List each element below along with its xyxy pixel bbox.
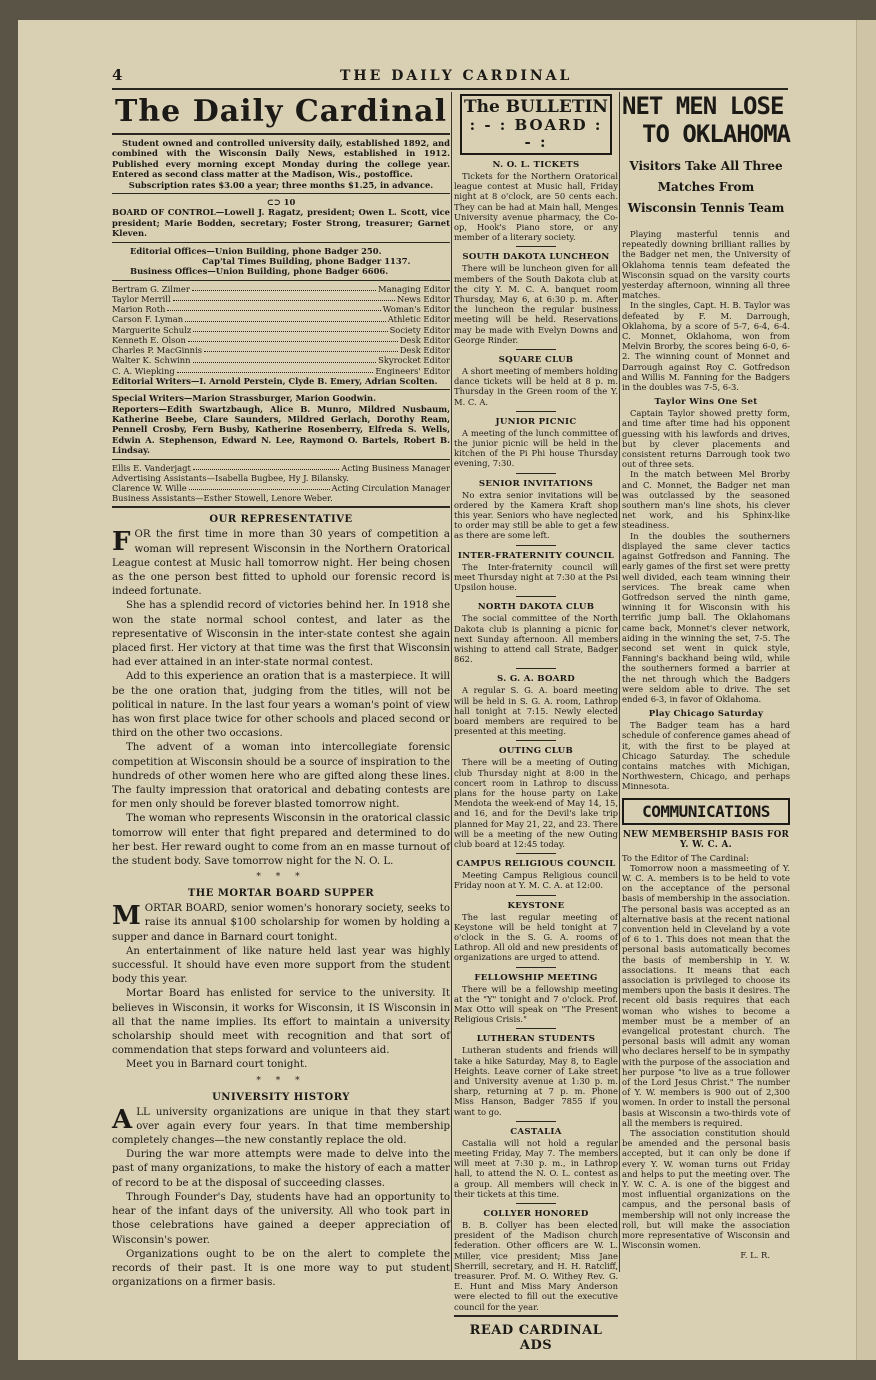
notice-text: A regular S. G. A. board meeting will be held in S. G. A. room, Lathrop hall tonight at 7:15. Newly elected board members are required to be presented at this meeting. [454,685,618,737]
editorial-paragraph: The advent of a woman into intercollegiate forensic competition at Wisconsin should be a source of inspiration to the hundreds of other women here who are gifted along these lines. The faulty impression that oratorical and debating contests are for men only should be forever blasted tomorrow night. [112,742,450,811]
editorial-column [112,92,450,1290]
communication-paragraph: The association constitution should be amended and the personal basis accepted, but it can only be done if every Y. W. woman turns out Friday and helps to put the meeting over. The Y. W. C. A. is one of the biggest and most influential organizations on the campus, and the personal basis of membership will not only increase the roll, but will make the association more representative of Wisconsin and Wisconsin women. [622,1128,790,1251]
editorial-paragraph [112,902,450,945]
paragraph-text: LL university organizations are unique in that they start over again every four years. In that time membership completely changes—the new constantly replace the old. [112,1106,450,1147]
notice-separator [516,668,556,669]
divider [454,1315,618,1317]
paragraph-text: ORTAR BOARD, senior women's honorary society, seeks to raise its annual $100 scholarship for women by holding a supper and dance in Barnard court tonight. [112,903,450,943]
editorial-title: OUR REPRESENTATIVE [209,514,353,526]
bulletin-board-banner [460,94,612,155]
notice-separator [516,473,556,474]
leader-dots [189,483,330,490]
sports-subheading: Play Chicago Saturday [648,709,764,720]
divider [112,506,450,508]
board-of-control: BOARD OF CONTROL—Lowell J. Ragatz, president; Owen L. Scott, vice president; Marie Bodden, secretary; Foster Strong, treasurer; Garnet Kleven. [112,207,450,239]
editorial-paragraph: Mortar Board has enlisted for service to the university. It believes in Wisconsin, it works for Wisconsin, it IS Wisconsin in all that the name implies. Its effort to maintain a university scholarship should meet with recognition and that sort of commendation that steps forward and volunteers aid. [112,988,450,1057]
notice-title: NORTH DAKOTA CLUB [477,602,595,613]
notice-title: OUTING CLUB [498,746,574,757]
page-number: 4 [112,66,123,84]
notice-separator [516,349,556,350]
drop-cap: A [112,1104,133,1135]
staff-role: Skyrocket Editor [378,355,450,366]
leader-dots [185,314,386,321]
running-head: THE DAILY CARDINAL [340,68,573,84]
notice-title: JUNIOR PICNIC [495,416,577,427]
staff-name: Kenneth E. Olson [112,334,186,345]
editorial-paragraph: Through Founder's Day, students have had an opportunity to hear of the infant days of the university. All who took part in those celebrations have gained a deeper appreciation of Wisconsin's power. [112,1191,450,1246]
sports-paragraph: The Badger team has a hard schedule of conference games ahead of it, with the first to be played at Chicago Saturday. The schedule contains matches with Michigan, Northwestern, Chicago, and perhaps Minnesota. [622,720,790,792]
leader-dots [167,304,380,311]
notice-title: COLLYER HONORED [483,1209,589,1220]
divider [112,193,450,194]
staff-role: Managing Editor [378,283,450,294]
reporters: Reporters—Edith Swartzbaugh, Alice B. Munro, Mildred Nusbaum, Katherine Beebe, Clare Saunders, Mildred Gerlach, Dorothy Ream, Pennell Crosby, Fern Busby, Katherine Rosenberry, Elfreda S. Wells, Edwin A. Stephenson, Edward N. Lee, Raymond O. Bartels, Robert B. Lindsay. [112,403,450,456]
communication-salutation: To the Editor of The Cardinal: [622,852,749,863]
leader-dots [193,463,340,470]
editorial-paragraph: The woman who represents Wisconsin in the oratorical classic tomorrow will enter that fight prepared and determined to do her best. Her reward ought to come from an en masse turnout of the student body. Save tomorrow night for the N. O. L. [112,813,450,868]
top-rule [112,88,788,90]
notice-title: CAMPUS RELIGIOUS COUNCIL [456,859,616,870]
leader-dots [188,335,398,342]
notice-separator [516,411,556,412]
volume-mark: ⊂⊃ 10 [266,197,296,208]
staff-row [112,294,450,304]
sports-paragraph: In the doubles the southerners displayed the same clever tactics against Gotfredson and Fanning. The early games of the first set were pretty well divided, each team winning their services. The break came when Gotfredson served the ninth game, winning it for Wisconsin with his terrific jump ball. The Oklahomans came back, Monnet's clever network, aiding in the winning the set, 7-5. The second set went in quick style, Fanning's backhand being wild, while the southerners formed a barrier at the net through which the Badgers were seldom able to drive. The set ended 6-3, in favor of Oklahoma. [622,530,790,704]
column-rule [619,92,620,1272]
notice-title: INTER-FRATERNITY COUNCIL [457,550,615,561]
staff-row [112,493,450,503]
notice-text: A meeting of the lunch committee of the junior picnic will be held in the kitchen of the Pi Phi house Thursday evening, 7:30. [454,427,618,469]
editorial-title: THE MORTAR BOARD SUPPER [187,888,375,900]
notice-title: FELLOWSHIP MEETING [474,972,598,983]
bulletin-column [454,92,618,1353]
staff-role: Acting Circulation Manager [331,482,450,493]
notice-text: There will be a fellowship meeting at the "Y" tonight and 7 o'clock. Prof. Max Otto will speak on "The Present Religious Crisis." [454,983,618,1025]
leader-dots [193,355,377,362]
page-edge [856,20,876,1360]
sports-subhead: Visitors Take All Three Matches From Wisconsin Tennis Team [627,159,785,215]
notice-text: Meeting Campus Religious council Friday noon at Y. M. C. A. at 12:00. [454,870,618,891]
notice-separator [516,545,556,546]
editorial-paragraph [112,528,450,599]
separator-stars: * * * [256,1075,306,1086]
editorial-paragraph: Add to this experience an oration that is a masterpiece. It will be the one oration that, judging from the titles, will not be political in nature. In the last four years a woman's point of view has won first place twice for other schools and placed second or third on the other two occasions. [112,671,450,740]
notice-title: N. O. L. TICKETS [492,160,580,170]
staff-row [112,463,450,473]
notice-title: S. G. A. BOARD [497,674,575,685]
business-staff [112,463,450,504]
subscription-rates: Subscription rates $3.00 a year; three months $1.25, in advance. [128,179,434,190]
staff-name: Carson F. Lyman [112,314,184,325]
notice-title: SENIOR INVITATIONS [478,478,594,489]
volume-number: 10 [283,197,296,208]
staff-list [112,284,450,376]
communication-signature: F. L. R. [740,1250,770,1261]
editorial-paragraph: An entertainment of like nature held last year was highly successful. It should have even more support from the student body this year. [112,945,450,986]
communication-title: NEW MEMBERSHIP BASIS FOR Y. W. C. A. [622,829,790,850]
drop-cap: M [112,901,141,932]
sports-column [622,92,790,1261]
leader-dots [192,284,376,291]
staff-row [112,304,450,314]
staff-role: Desk Editor [399,345,450,356]
notice-title: SQUARE CLUB [498,355,574,366]
staff-name: Walter K. Schwinn [112,355,191,366]
notice-text: The Inter-fraternity council will meet Thursday night at 7:30 at the Psi Upsilon house. [454,561,618,593]
staff-row [112,335,450,345]
column-rule [451,92,452,1272]
notice-text: There will be luncheon given for all members of the South Dakota club at the city Y. M. C. A. banquet room Thursday, May 6, at 6:30 p. m. After the luncheon the regular business meeting will be held. Reservations may be made with Evelyn Downs and George Rinder. [454,263,618,345]
staff-role: Engineers' Editor [375,365,450,376]
paragraph-text: OR the first time in more than 30 years of competition a woman will represent Wisconsin in the Northern Oratorical League contest at Music hall tomorrow night. Her being chosen as the one person best fitted to uphold our forensic record is indeed fortunate. [112,529,450,598]
leader-dots [177,366,374,373]
notice-separator [516,1203,556,1204]
staff-name: Clarence W. Wille [112,482,187,493]
notice-text: A short meeting of members holding dance tickets will be held at 8 p. m. Thursday in the Green room of the Y. M. C. A. [454,366,618,407]
notice-text: The social committee of the North Dakota club is planning a picnic for next Sunday afternoon. All members wishing to attend call Strate, Badger 862. [454,613,618,665]
notice-separator [516,596,556,597]
notice-title: KEYSTONE [507,900,565,911]
notice-text: B. B. Collyer has been elected president of the Madison church federation. Other officers are W. L. Miller, vice president; Miss Jane Sherrill, secretary, and H. H. Ratcliff, treasurer. Prof. M. O. Withey Rev. G. E. Hunt and Miss Mary Anderson were elected to fill out the executive council for the year. [454,1220,618,1312]
divider [112,459,450,460]
leader-dots [173,294,395,301]
editorial-paragraph: Organizations ought to be on the alert to complete the records of their past. It is one more way to put student organizations on a firmer basis. [112,1248,450,1289]
notice-title: CASTALIA [510,1126,562,1137]
notice-separator [516,895,556,896]
notice-text: Lutheran students and friends will take a hike Saturday, May 8, to Eagle Heights. Leave corner of Lake street and University avenue at 1:30 p. m. sharp, returning at 7 p. m. Phone Miss Hanson, Badger 7855 if you want to go. [454,1045,618,1117]
special-writers: Special Writers—Marion Strassburger, Marion Goodwin. [112,393,377,404]
notice-separator [516,853,556,854]
editorial-writers: Editorial Writers—I. Arnold Perstein, Clyde B. Emery, Adrian Scolten. [112,375,438,386]
staff-row [112,355,450,365]
leader-dots [204,345,398,352]
staff-name: Ellis E. Vanderjagt [112,462,191,473]
sports-subheading: Taylor Wins One Set [654,397,758,408]
sports-article [622,229,790,792]
divider [112,280,450,281]
staff-row [112,284,450,294]
staff-row [112,325,450,335]
staff-name: Marion Roth [112,304,166,315]
notice-separator [516,967,556,968]
read-cardinal-ads: READ CARDINAL ADS [469,1322,603,1353]
staff-name: Advertising Assistants—Isabella Bugbee, Hy J. Bilansky. [112,472,349,483]
bulletin-title: The BULLETIN [464,97,608,117]
notice-title: LUTHERAN STUDENTS [476,1034,596,1045]
sports-paragraph: In the singles, Capt. H. B. Taylor was defeated by F. M. Darrough, Oklahoma, by a score of 5-7, 6-4, 6-4. C. Monnet, Oklahoma, won from Melvin Brorby, the scores being 6-0, 6-2. The winning count of Monnet and Darrough against Roy C. Gotfredson and Willis M. Fanning for the Badgers in the doubles was 7-5, 6-3. [622,300,790,393]
communication-paragraph: Tomorrow noon a massmeeting of Y. W. C. A. members is to be held to vote on the acceptance of the personal basis of membership in the association. The personal basis was accepted as an alternative basis at the recent national convention held in Cleveland by a vote of 6 to 1. This does not mean that the personal basis automatically becomes the basis of membership in Y. W. associations. It means that each association is privileged to choose its members upon the basis it desires. The recent old basis requires that each woman who wishes to become a member must be a member of an evangelical protestant church. The personal basis will admit any woman who declares herself to be in sympathy with the purpose of the association and her purpose "to live as a true follower of the Lord Jesus Christ." The number of Y. W. members is 900 out of 2,300 women. In order to install the personal basis at Wisconsin a two-thirds vote of all the members is required. [622,862,790,1128]
sports-paragraph: Playing masterful tennis and repeatedly downing brilliant rallies by the Badger net men, the University of Oklahoma tennis team defeated the Wisconsin squad on the varsity courts yesterday afternoon, winning all three matches. [622,229,790,301]
bulletin-subtitle: : - : BOARD : - : [469,116,603,151]
staff-row [112,314,450,324]
capital-times: Cap'tal Times Building, phone Badger 1137. [202,256,411,267]
staff-name: Business Assistants—Esther Stowell, Lenore Weber. [112,493,333,504]
divider [112,389,450,390]
staff-name: Taylor Merrill [112,294,171,305]
staff-role: Society Editor [389,324,450,335]
staff-name: Charles P. MacGinnis [112,345,203,356]
notice-text: No extra senior invitations will be ordered by the Kamera Kraft shop this year. Seniors who have neglected to order may still be able to get a few as there are some left. [454,489,618,541]
sports-headline-line1: NET MEN LOSE [622,92,784,120]
sports-paragraph: Captain Taylor showed pretty form, and time after time had his opponent guessing with his lawfords and drives, but by clever placements and consistent returns Darrough took two out of three sets. [622,408,790,470]
staff-name: Marguerite Schulz [112,324,192,335]
staff-role: Athletic Editor [387,314,450,325]
notice-separator [516,1121,556,1122]
staff-row [112,473,450,483]
divider [112,242,450,243]
sports-paragraph: In the match between Mel Brorby and C. Monnet, the Badger net man was outclassed by the seasoned southern man's line shots, his clever net work, and his Sphinx-like steadiness. [622,469,790,531]
staff-row [112,345,450,355]
editorial-paragraph [112,1106,450,1149]
staff-role: Desk Editor [399,334,450,345]
bulletin-notices [454,160,618,1312]
staff-name: C. A. Wiepking [112,365,175,376]
staff-role: News Editor [397,294,450,305]
staff-row [112,483,450,493]
separator-stars: * * * [256,872,306,883]
staff-name: Bertram G. Zilmer [112,283,190,294]
sports-headline-line2: TO OKLAHOMA [642,120,790,148]
editorial-paragraph: During the war more attempts were made to delve into the past of many organizations, to make the history of each a matter of record to be at the disposal of succeeding classes. [112,1149,450,1189]
notice-title: SOUTH DAKOTA LUNCHEON [462,252,610,263]
staff-role: Acting Business Manager [341,462,450,473]
notice-text: Tickets for the Northern Oratorical league contest at Music hall, Friday night at 8 o'clock, are 50 cents each. They can be had at Main hall, Menges University avenue pharmacy, the Co-op, Hook's Piano store, or any member of a literary society. [454,171,618,243]
notice-separator [516,740,556,741]
masthead-info: Student owned and controlled university daily, established 1892, and combined with the Wisconsin Daily News, established in 1912. Published every morning except Monday during the college year. Entered as second class matter at the Madison, Wis., postoffice. [112,138,450,180]
staff-row [112,366,450,376]
staff-role: Woman's Editor [382,304,450,315]
business-offices: Business Offices—Union Building, phone Badger 6606. [130,266,389,277]
leader-dots [193,325,387,332]
editorial-offices: Editorial Offices—Union Building, phone Badger 250. [130,245,382,256]
communications-banner: COMMUNICATIONS [622,798,790,825]
editorial-paragraph: She has a splendid record of victories behind her. In 1918 she won the state normal school contest, and later as the representative of Wisconsin in the inter-state contest she again placed first. Her victory at that time was the first that Wisconsin had ever attained in an inter-state normal contest. [112,600,450,669]
editorials [112,514,450,1290]
notice-separator [516,246,556,247]
notice-text: Castalia will not hold a regular meeting Friday, May 7. The members will meet at 7:30 p. m., in Lathrop hall, to attend the N. O. L. contest as a group. All members will check in their tickets at this time. [454,1137,618,1199]
communication-body [622,863,790,1251]
notice-separator [516,1028,556,1029]
divider [112,133,450,135]
editorial-paragraph: Meet you in Barnard court tonight. [126,1059,308,1071]
drop-cap: F [112,527,131,558]
notice-text: There will be a meeting of Outing club Thursday night at 8:00 in the concert room in Lathrop to discuss plans for the house party on Lake Mendota the week-end of May 14, 15, and 16, and for the Devil's lake trip planned for May 21, 22, and 23. There will be a meeting of the new Outing club board at 12:45 today. [454,757,618,849]
notice-text: The last regular meeting of Keystone will be held tonight at 7 o'clock in the S. G. A. rooms of Lathrop. All old and new presidents of organizations are urged to attend. [454,911,618,963]
masthead-title: The Daily Cardinal [115,94,447,129]
editorial-title: UNIVERSITY HISTORY [212,1091,350,1103]
